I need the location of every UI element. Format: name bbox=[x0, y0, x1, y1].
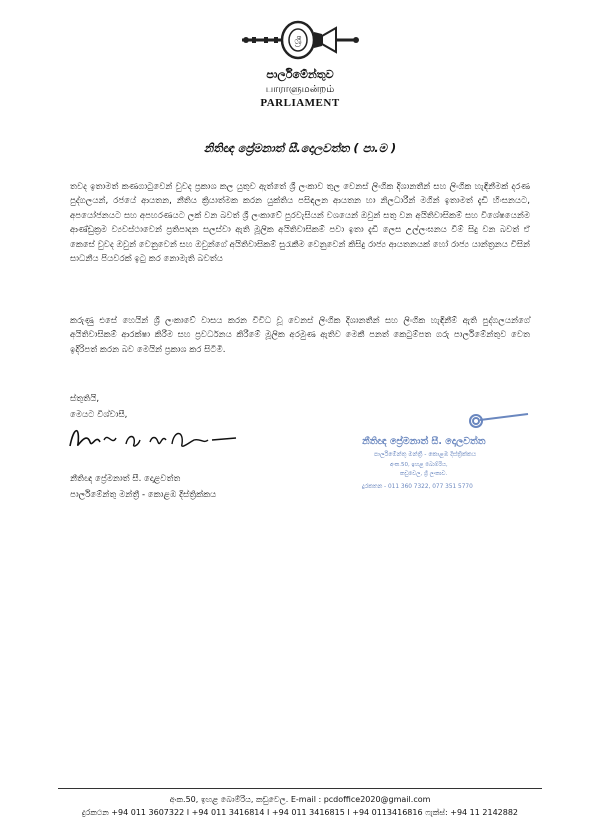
stamp-phone: දුරකතන - 011 360 7322, 077 351 5770 bbox=[362, 484, 473, 490]
stamp-name: නීතිඥ ප්‍රේමනාත් සී. දොලවත්ත bbox=[362, 436, 486, 447]
closing bbox=[70, 391, 127, 423]
letterhead-tamil: பாராளுமன்றம் bbox=[265, 84, 335, 95]
official-stamp bbox=[360, 410, 530, 500]
stamp-title: පාර්ලිමේන්තු මන්ත්‍රී - කොළඹ දිස්ත්‍රික්කය bbox=[374, 451, 477, 458]
stamp-mace-icon bbox=[470, 414, 528, 427]
parliament-mace-emblem bbox=[240, 14, 360, 64]
body-paragraph-1: තවද ඉතාමත් කණගාටුවෙන් වුවද ප්‍රකාශ කල යුතුව ඇත්තේ ශ්‍රී ලංකාව තුල වෙනස් ලිංගික දිශානතීන් සහ ලිංගික හැඳිනීමක් දරණ පුද්ගලයන්, රජයේ ආයතන, නීතිය ක්‍රියාත්මක කරන යුක්තිය පසිඳලන ආයතන හා නිලධාරීන් මගින් ඉතාමත් දැඩි හිංසනයට, අපයෝජනයට සහ අපහරණයට ලක් වන බවත් ශ්‍රී ලංකාවේ පුරවැසියන් වශයෙන් ඔවුන් සතු වන අයිතිවාසිකම් සහ විශේෂයෙන්ම ආණ්ඩුක්‍රම ව්‍යවස්ථාවෙන් ප්‍රතිපාදන සලස්වා ඇති මූලික අයිතිවාසිකම් පවා ඉතා දැඩි ලෙස උල්ලංඝනය වීම් සිදු වන බවත් ඒ කෙසේ වුවද ඔවුන් වෙනුවෙන් සහ ඔවුන්ගේ අයිතිවාසිකම් සුරැකීම වෙනුවෙන් කිසිදු රාජ්‍ය ආයතනයක් හෝ රාජ්‍ය යාන්ත්‍රනය විසින් සාධනීය පියවරක් ඉටු කර නොමැති බවත්ය bbox=[70, 182, 530, 265]
closing-thanks: ස්තුතියි, bbox=[70, 394, 100, 404]
footer-contacts: දුරකථන +94 011 3607322 I +94 011 3416814 I +94 011 3416815 I +94 0113416816 ෆැක්ස්: +94 11 2142882 bbox=[81, 808, 519, 817]
stamp-address-1: අංක.50, ඉහළ බොම්රිය, bbox=[390, 462, 448, 468]
closing-faithfully: මෙයට විශ්වාසී, bbox=[70, 410, 128, 420]
footer-divider bbox=[58, 788, 542, 789]
signatory-block bbox=[70, 471, 216, 503]
letterhead-english: PARLIAMENT bbox=[260, 97, 340, 109]
mp-name-heading: නිතිඥ ප්‍රේමනාත් සී.දොලවත්ත ( පා.ම ) bbox=[203, 141, 397, 155]
body-paragraph-2: කරුණු එසේ හෙයින් ශ්‍රී ලංකාවේ වාසය කරන විවිධ වූ වෙනස් ලිංගික දිශානතීන් සහ ලිංගික හැඳිනීම් ඇති පුද්ගලයන්ගේ අයිතිවාසිකම් ආරක්ෂා කිරීම සහ ප්‍රවර්ධනය කිරීමේ මූලික අරමුණ ඇතිව මෙකී පනත් කෙටුම්පත ගරු පාර්ලිමේන්තුව වෙත ඉදිරිපත් කරන බව මෙයින් ප්‍රකාශ කර සිටිමි. bbox=[70, 316, 530, 355]
handwritten-signature bbox=[66, 420, 241, 456]
letterhead-sinhala: පාර්ලිමේන්තුව bbox=[266, 68, 334, 81]
footer-address: අංක.50, ඉහළ බොම්රිය, කඩුවෙල. E-mail : pcdoffice2020@gmail.com bbox=[169, 795, 431, 804]
signatory-title: පාර්ලිමේන්තු මන්ත්‍රී - කොළඹ දිස්ත්‍රික්කය bbox=[70, 490, 217, 500]
stamp-address-2: කඩුවෙල, ශ්‍රී ලංකාව. bbox=[400, 471, 448, 477]
signatory-name: නීතිඥ ප්‍රේමනාත් සී. දොළවත්ත bbox=[70, 474, 181, 484]
svg-text:ශ්‍රී: ශ්‍රී bbox=[294, 36, 302, 47]
